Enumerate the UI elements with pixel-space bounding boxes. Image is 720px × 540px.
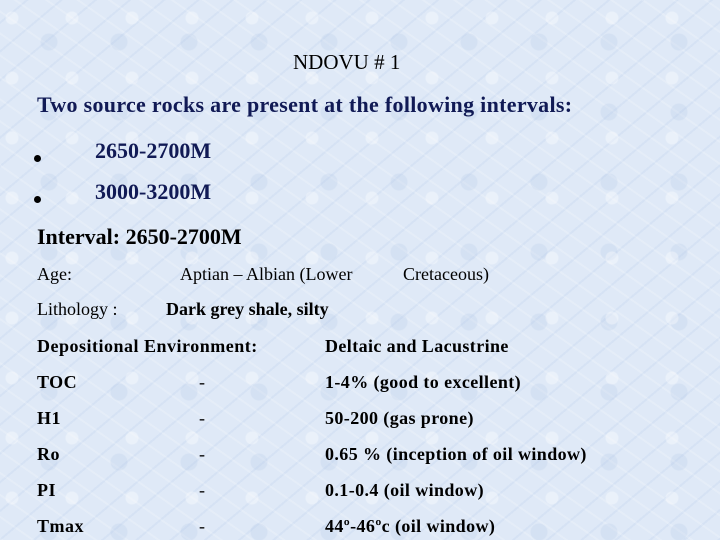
age-label: Age: <box>37 264 72 284</box>
row-dash: - <box>199 372 205 392</box>
row-value-tmax: 44º-46ºc (oil window) <box>325 516 496 536</box>
row-label-pi: PI <box>37 480 56 500</box>
slide-title: NDOVU # 1 <box>293 50 401 74</box>
row-dash: - <box>199 444 205 464</box>
row-value-environment: Deltaic and Lacustrine <box>325 336 509 356</box>
row-value-toc: 1-4% (good to excellent) <box>325 372 522 392</box>
lithology-label: Lithology : <box>37 299 118 319</box>
intro-text: Two source rocks are present at the following intervals: <box>37 92 573 117</box>
age-value: Aptian – Albian (Lower <box>180 264 353 284</box>
bullet-dot-icon <box>34 155 41 162</box>
row-label-ro: Ro <box>37 444 60 464</box>
row-label-toc: TOC <box>37 372 78 392</box>
row-dash: - <box>199 516 205 536</box>
row-label-tmax: Tmax <box>37 516 84 536</box>
bullet-dot-icon <box>34 196 41 203</box>
row-value-ro: 0.65 % (inception of oil window) <box>325 444 587 464</box>
row-dash: - <box>199 408 205 428</box>
row-value-h1: 50-200 (gas prone) <box>325 408 474 428</box>
row-label-h1: H1 <box>37 408 62 428</box>
row-dash: - <box>199 480 205 500</box>
lithology-value: Dark grey shale, silty <box>166 299 329 319</box>
row-value-pi: 0.1-0.4 (oil window) <box>325 480 485 500</box>
bullet-item: 2650-2700M <box>95 138 212 163</box>
interval-heading: Interval: 2650-2700M <box>37 224 242 249</box>
bullet-item: 3000-3200M <box>95 179 212 204</box>
age-value-continued: Cretaceous) <box>403 264 489 284</box>
row-label-environment: Depositional Environment: <box>37 336 258 356</box>
